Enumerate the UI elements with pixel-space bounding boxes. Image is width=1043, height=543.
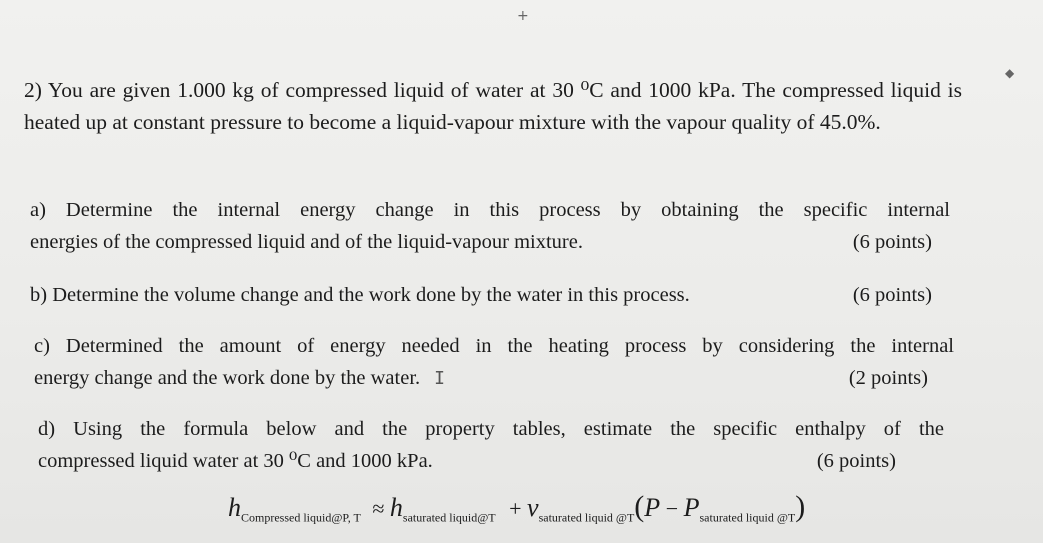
part-c (34, 330, 954, 395)
question-text (24, 74, 962, 138)
formula-close-paren: ) (795, 490, 806, 523)
formula-plus: + (509, 496, 522, 521)
part-c-line1: c) Determined the amount of energy needed in the heating process by considering the internal (34, 335, 954, 357)
part-d-row (38, 445, 944, 477)
formula-v-saturated: v (527, 493, 539, 522)
part-b (30, 279, 950, 311)
question-paragraph: 2) You are given 1.000 kg of compressed liquid of water at 30 ⁰C and 1000 kPa. The compressed liquid is heated up at constant pressure to become a liquid-vapour mixture with the vapour quality of 45.0%. (24, 78, 962, 134)
part-a-line2: energies of the compressed liquid and of the liquid-vapour mixture. (30, 231, 583, 253)
part-b-row (30, 279, 950, 311)
formula-sub-v: saturated liquid @T (538, 510, 635, 525)
part-b-line1: b) Determine the volume change and the work done by the water in this process. (30, 284, 690, 306)
formula-h-compressed: h (228, 493, 241, 522)
part-c-points: (2 points) (848, 367, 928, 389)
stray-mark-right: ◆ (1005, 66, 1015, 80)
formula-approx: ≈ (372, 496, 385, 521)
part-a-row (30, 226, 950, 258)
part-d-points: (6 points) (816, 450, 896, 472)
part-b-points: (6 points) (852, 284, 932, 306)
part-d (38, 413, 944, 477)
stray-mark-top: + (517, 8, 529, 24)
formula-h-saturated: h (389, 493, 403, 522)
formula-p-saturated: P (683, 493, 700, 522)
formula-sub-p: saturated liquid @T (699, 510, 796, 525)
part-a-points: (6 points) (852, 231, 932, 253)
part-d-line2: compressed liquid water at 30 ⁰C and 1000 kPa. (38, 450, 433, 472)
part-c-row (34, 362, 954, 395)
formula-p: P (644, 493, 661, 522)
part-a-line1: a) Determine the internal energy change in this process by obtaining the specific internal (30, 199, 950, 221)
part-a (30, 194, 950, 258)
formula-open-paren: ( (634, 490, 645, 523)
part-c-line2: energy change and the work done by the water. (34, 367, 421, 389)
formula-sub-compressed: Compressed liquid@P, T (241, 510, 361, 525)
enthalpy-formula (228, 492, 805, 532)
part-d-line1: d) Using the formula below and the property tables, estimate the specific enthalpy of the (38, 418, 944, 440)
formula-sub-saturated: saturated liquid@T (402, 510, 496, 525)
text-cursor-icon: I (434, 368, 445, 389)
formula-minus: − (665, 496, 679, 521)
